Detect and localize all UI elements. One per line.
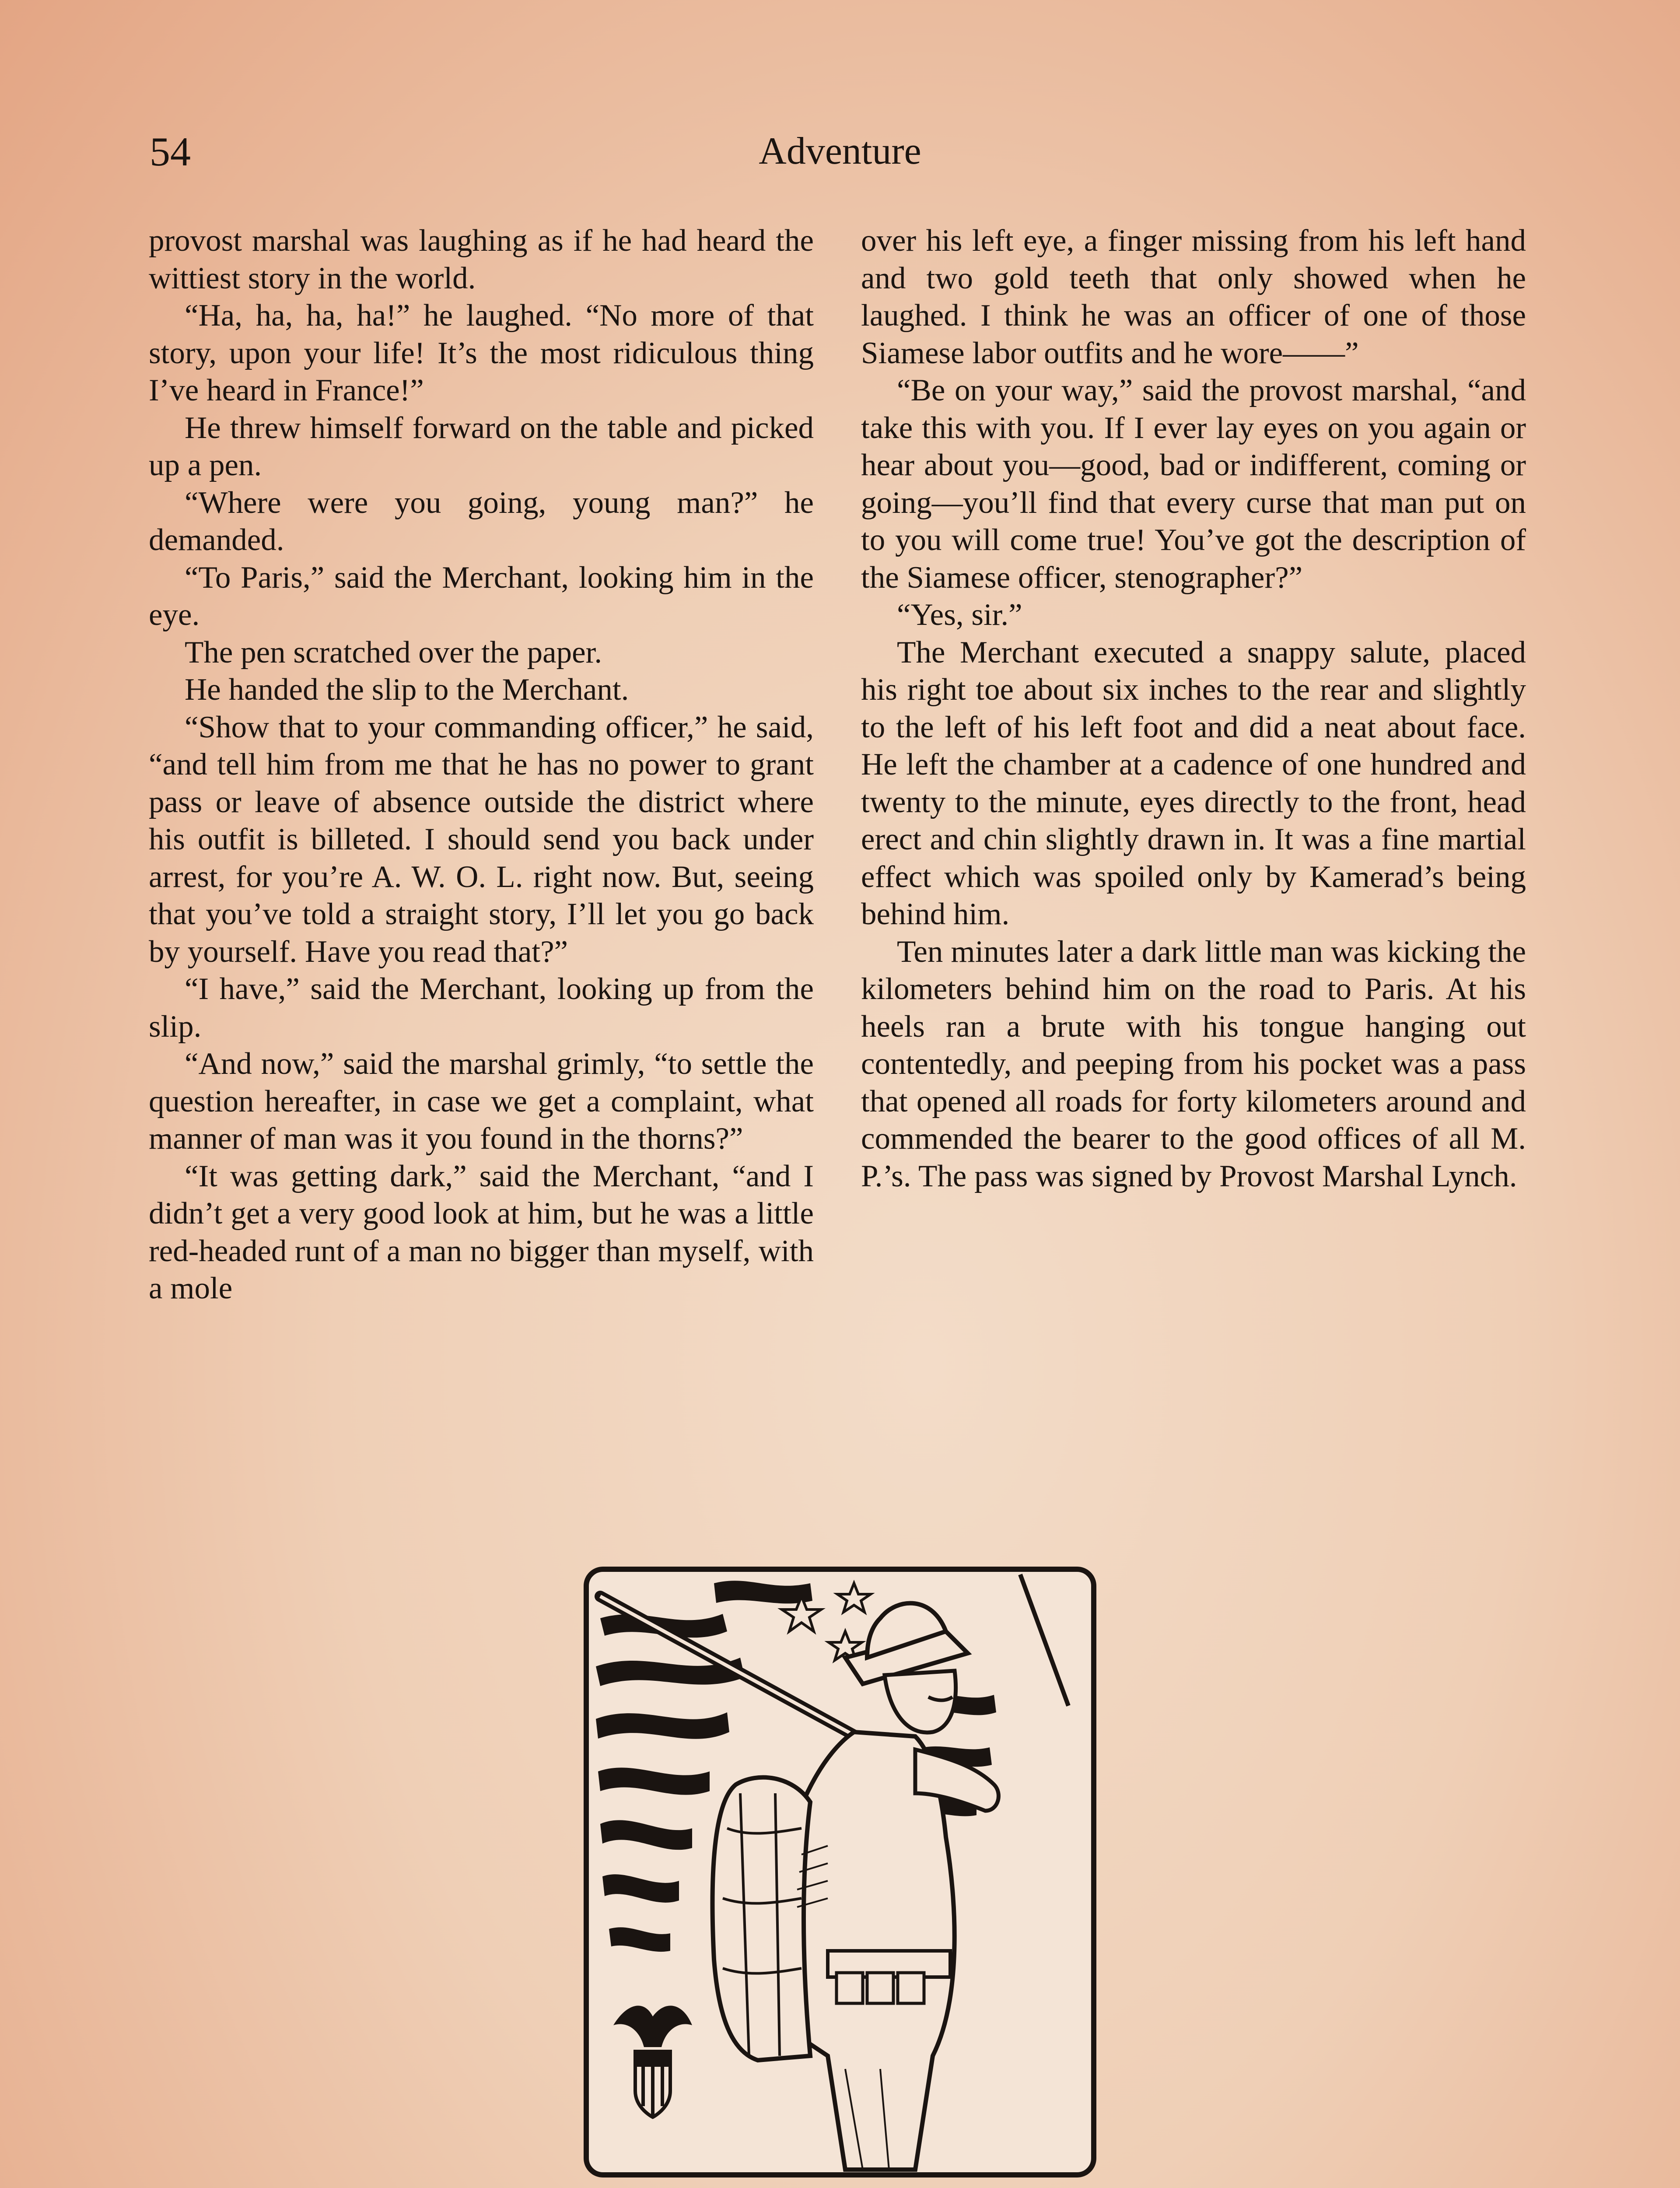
paragraph: The pen scratched over the paper.: [185, 635, 602, 670]
paragraph: “It was getting dark,” said the Merchant, “and I didn’t get a very good look at him, but he was a little red-headed runt of a man no bigger than myself, with a mole: [149, 1159, 814, 1305]
paragraph: “And now,” said the marshal grimly, “to settle the question hereafter, in case we get a complaint, what manner of man was it you found in the thorns?”: [149, 1047, 814, 1156]
paragraph: He threw himself forward on the table and picked up a pen.: [149, 410, 814, 482]
soldier-illustration: [583, 1566, 1097, 2178]
paragraph: “Show that to your commanding officer,” he said, “and tell him from me that he has no power to grant pass or leave of absence outside the district where his outfit is billeted. I should send you back under arrest, for you’re A. W. O. L. right now. But, seeing that you’ve told a straight story, I’ll let you go back by yourself. Have you read that?”: [149, 710, 814, 969]
paragraph: “To Paris,” said the Merchant, looking him in the eye.: [149, 560, 814, 632]
paragraph: Ten minutes later a dark little man was kicking the kilometers behind him on the road to Paris. At his heels ran a brute with his tongue hanging out contentedly, and peeping from his pocket was a pass that opened all roads for forty kilometers around and commended the bearer to the good offices of all M. P.’s. The pass was signed by Provost Marshal Lynch.: [861, 934, 1526, 1193]
right-column: [861, 222, 1526, 1195]
paragraph: “Where were you going, young man?” he demanded.: [149, 485, 814, 557]
left-column: [149, 222, 814, 1308]
running-head-title: Adventure: [759, 130, 921, 172]
paragraph: “I have,” said the Merchant, looking up from the slip.: [149, 972, 814, 1044]
paragraph: provost marshal was laughing as if he had heard the wittiest story in the world.: [149, 224, 814, 295]
paragraph: over his left eye, a finger missing from his left hand and two gold teeth that only showed when he laughed. I think he was an officer of one of those Siamese labor outfits and he wore——”: [861, 224, 1526, 370]
paragraph: The Merchant executed a snappy salute, placed his right toe about six inches to the rear and slightly to the left of his left foot and did a neat about face. He left the chamber at a cadence of one hundred and twenty to the minute, eyes directly to the front, head erect and chin slightly drawn in. It was a fine martial effect which was spoiled only by Kamerad’s being behind him.: [861, 635, 1526, 931]
paragraph: He handed the slip to the Merchant.: [185, 673, 629, 707]
paragraph: “Yes, sir.”: [897, 598, 1022, 632]
page-number: 54: [150, 129, 191, 175]
paragraph: “Ha, ha, ha, ha!” he laughed. “No more of that story, upon your life! It’s the most ridiculous thing I’ve heard in France!”: [149, 298, 814, 407]
paragraph: “Be on your way,” said the provost marshal, “and take this with you. If I ever lay eyes on you again or hear about you—good, bad or indifferent, coming or going—you’ll find that every curse that man put on to you will come true! You’ve got the description of the Siamese officer, stenographer?”: [861, 373, 1526, 595]
